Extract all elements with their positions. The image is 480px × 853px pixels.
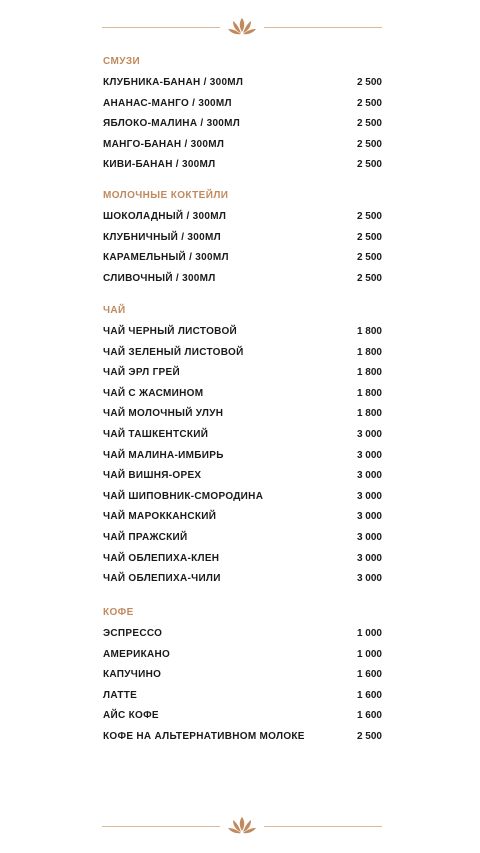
menu-item-price: 3 000 [356,470,382,482]
menu-item-price: 2 500 [356,231,382,243]
menu-item [103,573,382,587]
menu-item-price: 1 800 [356,326,382,337]
menu-item-price: 2 500 [356,97,382,109]
menu-item-price: 2 500 [356,211,382,222]
menu-item-price: 3 000 [356,449,382,461]
ornament-line-left [102,27,220,28]
menu-item-name: КАПУЧИНО [103,669,162,681]
menu-item-name: КАРАМЕЛЬНЫЙ / 300МЛ [103,252,229,264]
menu-item [103,326,382,340]
menu-item-price: 3 000 [356,490,382,502]
menu-item [103,77,382,91]
menu-item-name: ЧАЙ ОБЛЕПИХА-ЧИЛИ [103,573,221,585]
ornament-line-right [264,27,382,28]
menu-item-price: 1 800 [356,387,382,399]
menu-item [103,731,382,745]
menu-item [103,450,382,464]
menu-item-name: КЛУБНИКА-БАНАН / 300МЛ [103,77,244,88]
menu-item-price: 2 500 [356,77,382,88]
menu-item-price: 2 500 [356,252,382,264]
menu-item-name: ЧАЙ МАЛИНА-ИМБИРЬ [103,449,224,461]
bottom-ornament [102,816,382,838]
menu-item [103,118,382,132]
menu-item-price: 1 800 [356,346,382,358]
menu-item-price: 2 500 [356,272,382,284]
menu-item-name: ЧАЙ ШИПОВНИК-СМОРОДИНА [103,490,264,502]
menu-item [103,367,382,381]
section-title: ЧАЙ [103,305,126,316]
menu-item-name: СЛИВОЧНЫЙ / 300МЛ [103,272,216,284]
menu-item-price: 2 500 [356,118,382,130]
menu-item [103,429,382,443]
menu-item-name: ЧАЙ МАРОККАНСКИЙ [103,511,217,523]
menu-item-name: ЧАЙ МОЛОЧНЫЙ УЛУН [103,408,224,420]
menu-item-name: ЧАЙ С ЖАСМИНОМ [103,387,204,399]
menu-item-name: КОФЕ НА АЛЬТЕРНАТИВНОМ МОЛОКЕ [103,731,305,742]
menu-item [103,710,382,724]
menu-item-name: АНАНАС-МАНГО / 300МЛ [103,97,232,109]
menu-item-name: ЛАТТЕ [103,689,138,701]
ornament-line-left [102,826,220,827]
menu-item-name: ЧАЙ ТАШКЕНТСКИЙ [103,429,209,440]
menu-item [103,98,382,112]
menu-item-price: 3 000 [356,552,382,564]
menu-item [103,159,382,173]
menu-item [103,532,382,546]
menu-item [103,408,382,422]
menu-item-price: 2 500 [356,159,382,171]
menu-item-price: 1 000 [356,648,382,660]
menu-item-price: 1 800 [356,408,382,420]
menu-item [103,690,382,704]
section-title: КОФЕ [103,607,134,618]
menu-item-name: ЧАЙ ЭРЛ ГРЕЙ [103,367,180,379]
menu-item-price: 2 500 [356,731,382,742]
top-ornament [102,17,382,39]
menu-item [103,388,382,402]
menu-item [103,491,382,505]
menu-item-name: КИВИ-БАНАН / 300МЛ [103,159,216,171]
section-title: СМУЗИ [103,56,141,67]
menu-item-name: ЧАЙ ПРАЖСКИЙ [103,532,188,543]
menu-item-name: АЙС КОФЕ [103,710,159,722]
menu-item-name: МАНГО-БАНАН / 300МЛ [103,138,225,150]
menu-item-name: ШОКОЛАДНЫЙ / 300МЛ [103,211,227,222]
menu-item-name: ЧАЙ ЗЕЛЕНЫЙ ЛИСТОВОЙ [103,346,244,358]
menu-item [103,553,382,567]
menu-item-name: ЭСПРЕССО [103,628,163,639]
menu-item-price: 3 000 [356,511,382,523]
menu-item [103,232,382,246]
menu-item-name: ЧАЙ ВИШНЯ-ОРЕХ [103,470,202,482]
lotus-icon [228,816,256,836]
section-title: МОЛОЧНЫЕ КОКТЕЙЛИ [103,190,229,201]
lotus-icon [228,17,256,37]
menu-item [103,628,382,642]
menu-item [103,511,382,525]
menu-item-name: ЧАЙ ЧЕРНЫЙ ЛИСТОВОЙ [103,326,238,337]
menu-item-price: 1 600 [356,689,382,701]
menu-item [103,252,382,266]
menu-item-name: ЯБЛОКО-МАЛИНА / 300МЛ [103,118,241,130]
menu-item [103,649,382,663]
menu-item-price: 1 800 [356,367,382,379]
menu-item [103,211,382,225]
ornament-line-right [264,826,382,827]
menu-item-price: 1 600 [356,710,382,722]
menu-item-price: 3 000 [356,532,382,543]
menu-item [103,347,382,361]
menu-item-price: 2 500 [356,138,382,150]
menu-item-name: КЛУБНИЧНЫЙ / 300МЛ [103,231,221,243]
menu-item [103,669,382,683]
menu-item-price: 1 000 [356,628,382,639]
menu-item [103,139,382,153]
menu-item [103,470,382,484]
menu-item-price: 3 000 [356,573,382,585]
menu-item-price: 3 000 [356,429,382,440]
menu-item [103,273,382,287]
menu-item-name: ЧАЙ ОБЛЕПИХА-КЛЕН [103,552,220,564]
menu-item-name: АМЕРИКАНО [103,648,171,660]
menu-item-price: 1 600 [356,669,382,681]
